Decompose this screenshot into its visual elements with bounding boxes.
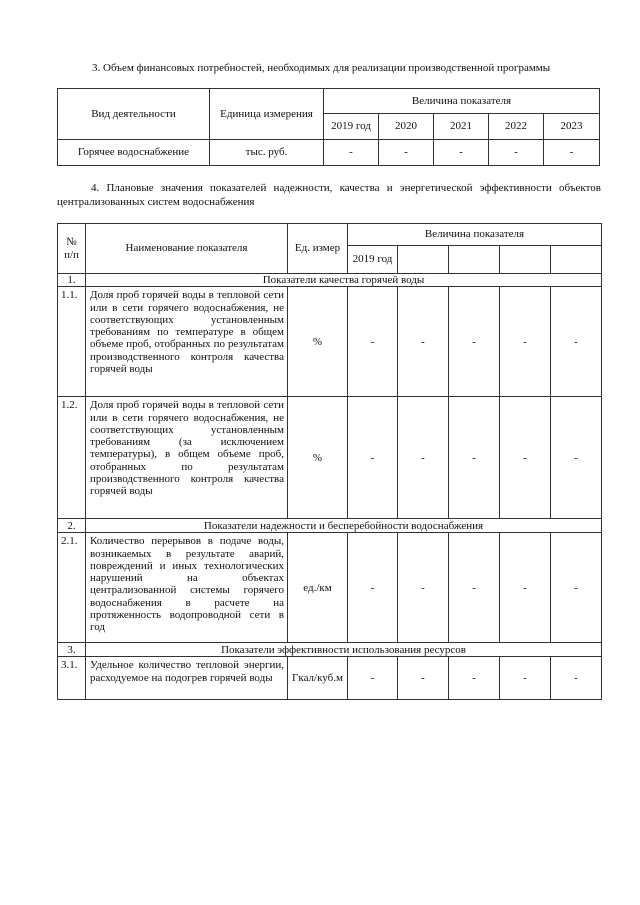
value-cell: - xyxy=(551,533,602,643)
year-header xyxy=(551,246,602,274)
value-cell: - xyxy=(398,533,449,643)
activity-cell: Горячее водоснабжение xyxy=(58,140,210,166)
value-cell: - xyxy=(379,140,434,166)
value-cell: - xyxy=(551,657,602,700)
indicator-name: Удельное количество тепловой энергии, расходуемое на подогрев горячей воды xyxy=(86,657,288,700)
col-value-header: Величина показателя xyxy=(324,89,600,114)
value-cell: - xyxy=(544,140,600,166)
section-3-heading: 3. Объем финансовых потребностей, необходимых для реализации производственной программы xyxy=(92,62,551,74)
indicator-name: Доля проб горячей воды в тепловой сети или в сети горячего водоснабжения, не соответствующих установленным требованиям (за исключением температуры), в общем объеме проб, отобранных по результатам производственного контроля качества горячей воды xyxy=(86,397,288,519)
value-cell: - xyxy=(489,140,544,166)
row-number: 2.1. xyxy=(58,533,86,643)
col-activity-header: Вид деятельности xyxy=(58,89,210,140)
row-number: 1.1. xyxy=(58,287,86,397)
value-cell: - xyxy=(449,533,500,643)
value-cell: - xyxy=(324,140,379,166)
row-number: 1.2. xyxy=(58,397,86,519)
group-title: Показатели надежности и бесперебойности водоснабжения xyxy=(86,519,602,533)
year-header: 2022 xyxy=(489,114,544,140)
value-cell: - xyxy=(551,287,602,397)
value-cell: - xyxy=(500,533,551,643)
year-header: 2019 год xyxy=(348,246,398,274)
value-cell: - xyxy=(551,397,602,519)
value-cell: - xyxy=(348,533,398,643)
year-header xyxy=(398,246,449,274)
indicator-name: Количество перерывов в подаче воды, возникаемых в результате аварий, повреждений и иных технологических нарушений на объектах централизованной системы горячего водоснабжения в расчете на протяженность водопроводной сети в год xyxy=(86,533,288,643)
value-cell: - xyxy=(398,287,449,397)
section-4-heading: 4. Плановые значения показателей надежности, качества и энергетической эффективности объектов централизованных систем водоснабжения xyxy=(57,182,601,208)
indicator-name: Доля проб горячей воды в тепловой сети или в сети горячего водоснабжения, не соответствующих установленным требованиям по температуре в общем объеме проб, отобранных по результатам производственного контроля качества горячей воды xyxy=(86,287,288,397)
indicator-unit: % xyxy=(288,397,348,519)
col-unit-header: Ед. измер xyxy=(288,224,348,274)
col-unit-header: Единица измерения xyxy=(210,89,324,140)
indicator-unit: ед./км xyxy=(288,533,348,643)
year-header: 2019 год xyxy=(324,114,379,140)
year-header xyxy=(500,246,551,274)
value-cell: - xyxy=(434,140,489,166)
value-cell: - xyxy=(348,397,398,519)
year-header: 2020 xyxy=(379,114,434,140)
value-cell: - xyxy=(348,287,398,397)
indicator-unit: Гкал/куб.м xyxy=(288,657,348,700)
value-cell: - xyxy=(500,287,551,397)
value-cell: - xyxy=(398,657,449,700)
indicators-table xyxy=(57,223,602,700)
group-title: Показатели эффективности использования ресурсов xyxy=(86,643,602,657)
row-number: 3.1. xyxy=(58,657,86,700)
year-header xyxy=(449,246,500,274)
col-name-header: Наименование показателя xyxy=(86,224,288,274)
group-number: 1. xyxy=(58,274,86,287)
group-number: 2. xyxy=(58,519,86,533)
value-cell: - xyxy=(449,397,500,519)
value-cell: - xyxy=(348,657,398,700)
indicator-unit: % xyxy=(288,287,348,397)
col-value-header: Величина показателя xyxy=(348,224,602,246)
value-cell: - xyxy=(398,397,449,519)
year-header: 2021 xyxy=(434,114,489,140)
value-cell: - xyxy=(500,397,551,519)
unit-cell: тыс. руб. xyxy=(210,140,324,166)
year-header: 2023 xyxy=(544,114,600,140)
value-cell: - xyxy=(500,657,551,700)
group-title: Показатели качества горячей воды xyxy=(86,274,602,287)
col-num-header: № п/п xyxy=(58,224,86,274)
value-cell: - xyxy=(449,657,500,700)
group-number: 3. xyxy=(58,643,86,657)
financial-needs-table xyxy=(57,88,600,166)
value-cell: - xyxy=(449,287,500,397)
